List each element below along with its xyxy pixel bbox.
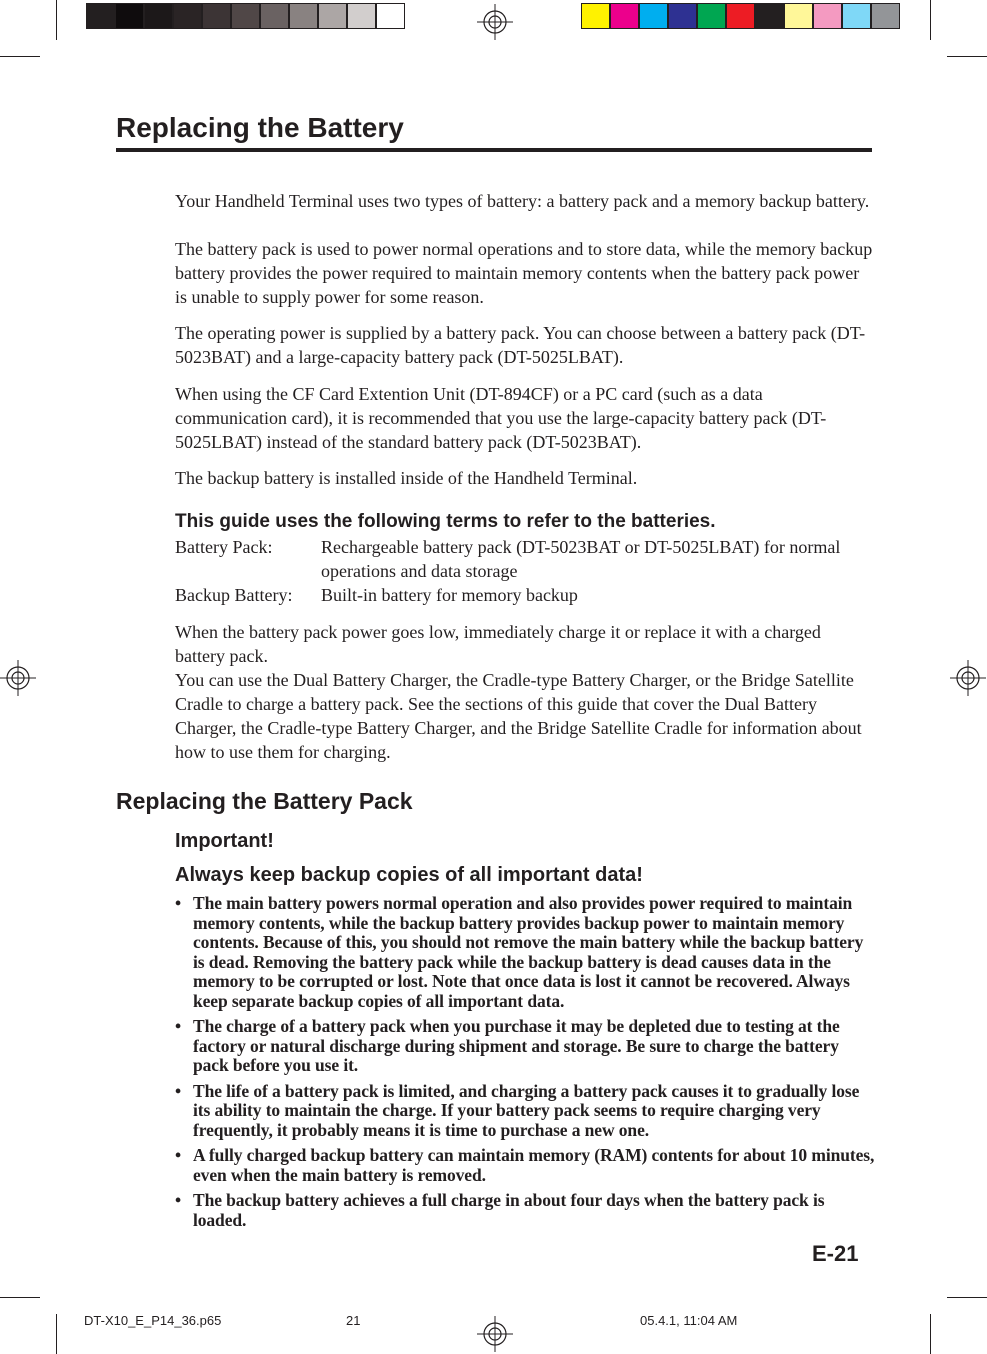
bullet-text: The backup battery achieves a full charge in about four days when the battery pack is loaded. (193, 1190, 825, 1230)
intro-paragraph: The backup battery is installed inside of the Handheld Terminal. (175, 468, 638, 488)
bullet-text: The main battery powers normal operation and also provides power required to maintain memory contents, while the backup battery provides backup power to maintain memory contents. Because of this, you should not remove the main battery while the backup battery is dead. Removing the battery pack while the backup battery is dead causes data in the memory to be corrupted or lost. Note that once data is lost it cannot be recovered. Always keep separate backup copies of all important data. (193, 893, 864, 1011)
list-item (175, 1146, 875, 1185)
bullet-icon: • (175, 1016, 182, 1036)
important-heading: Always keep backup copies of all important data! (175, 864, 643, 886)
slug-timestamp: 05.4.1, 11:04 AM (640, 1313, 738, 1328)
intro-paragraph: When using the CF Card Extention Unit (DT-894CF) or a PC card (such as a data communication card), it is recommended that you use the large-capacity battery pack (DT-5025LBAT) instead of the standard battery pack (DT-5023BAT). (175, 384, 827, 452)
color-swatch (871, 3, 900, 29)
color-swatch (813, 3, 842, 29)
color-swatch (202, 3, 231, 29)
title-rule (116, 148, 872, 152)
intro-paragraph: The battery pack is used to power normal operations and to store data, while the memory backup battery provides the power required to maintain memory contents when the battery pack power is unable to supply power for some reason. (175, 239, 873, 307)
important-label: Important! (175, 830, 274, 852)
color-swatch (697, 3, 726, 29)
color-swatch (289, 3, 318, 29)
color-swatch (347, 3, 376, 29)
term-definition: Built-in battery for memory backup (321, 585, 578, 605)
color-swatch (755, 3, 784, 29)
color-swatch (173, 3, 202, 29)
bullet-icon: • (175, 1080, 182, 1101)
list-item (175, 1017, 875, 1076)
section-title: Replacing the Battery Pack (116, 788, 413, 814)
color-swatch (376, 3, 405, 29)
bullet-text: The charge of a battery pack when you purchase it may be depleted due to testing at the factory or natural discharge during shipment and storage. Be sure to charge the battery pack before you use it. (193, 1016, 840, 1075)
terms-heading: This guide uses the following terms to refer to the batteries. (175, 511, 716, 532)
bullet-icon: • (175, 893, 182, 913)
color-swatch (144, 3, 173, 29)
bullet-text: A fully charged backup battery can maintain memory (RAM) contents for about 10 minutes, even when the main battery is removed. (193, 1145, 875, 1185)
color-swatch (842, 3, 871, 29)
color-swatch (581, 3, 610, 29)
bullet-icon: • (175, 1145, 182, 1165)
important-bullet-list (175, 894, 875, 1236)
page-number: E-21 (812, 1241, 859, 1266)
color-swatch (260, 3, 289, 29)
color-swatch (668, 3, 697, 29)
term-label: Battery Pack: (175, 537, 273, 557)
registration-mark-icon (950, 660, 986, 696)
color-swatch (784, 3, 813, 29)
page-title: Replacing the Battery (116, 112, 404, 143)
registration-mark-icon (0, 660, 36, 696)
intro-paragraph: Your Handheld Terminal uses two types of battery: a battery pack and a memory backup battery. (175, 191, 870, 211)
bullet-icon: • (175, 1190, 182, 1210)
list-item (175, 894, 875, 1011)
term-label: Backup Battery: (175, 585, 293, 605)
color-swatch (318, 3, 347, 29)
charging-paragraph: When the battery pack power goes low, immediately charge it or replace it with a charged battery pack. (175, 622, 821, 666)
term-definition: Rechargeable battery pack (DT-5023BAT or DT-5025LBAT) for normal operations and data storage (321, 537, 841, 581)
charging-paragraph: You can use the Dual Battery Charger, the Cradle-type Battery Charger, or the Bridge Satellite Cradle to charge a battery pack. See the sections of this guide that cover the Dual Battery Charger, the Cradle-type Battery Charger, and the Bridge Satellite Cradle for information about how to use them for charging. (175, 670, 862, 762)
color-swatch (231, 3, 260, 29)
list-item (175, 1082, 875, 1141)
color-swatch (726, 3, 755, 29)
color-swatch (639, 3, 668, 29)
list-item (175, 1191, 875, 1230)
color-swatch (86, 3, 115, 29)
registration-mark-icon (477, 1316, 513, 1352)
color-swatch (610, 3, 639, 29)
bullet-text: The life of a battery pack is limited, and charging a battery pack causes it to gradually lose its ability to maintain the charge. If your battery pack seems to require charging very frequently, it probably means it is time to purchase a new one. (193, 1080, 860, 1140)
intro-paragraph: The operating power is supplied by a battery pack. You can choose between a battery pack (DT-5023BAT) and a large-capacity battery pack (DT-5025LBAT). (175, 323, 866, 367)
slug-filename: DT-X10_E_P14_36.p65 (84, 1313, 222, 1328)
color-swatch (115, 3, 144, 29)
slug-page: 21 (346, 1313, 361, 1328)
registration-mark-icon (477, 4, 513, 40)
